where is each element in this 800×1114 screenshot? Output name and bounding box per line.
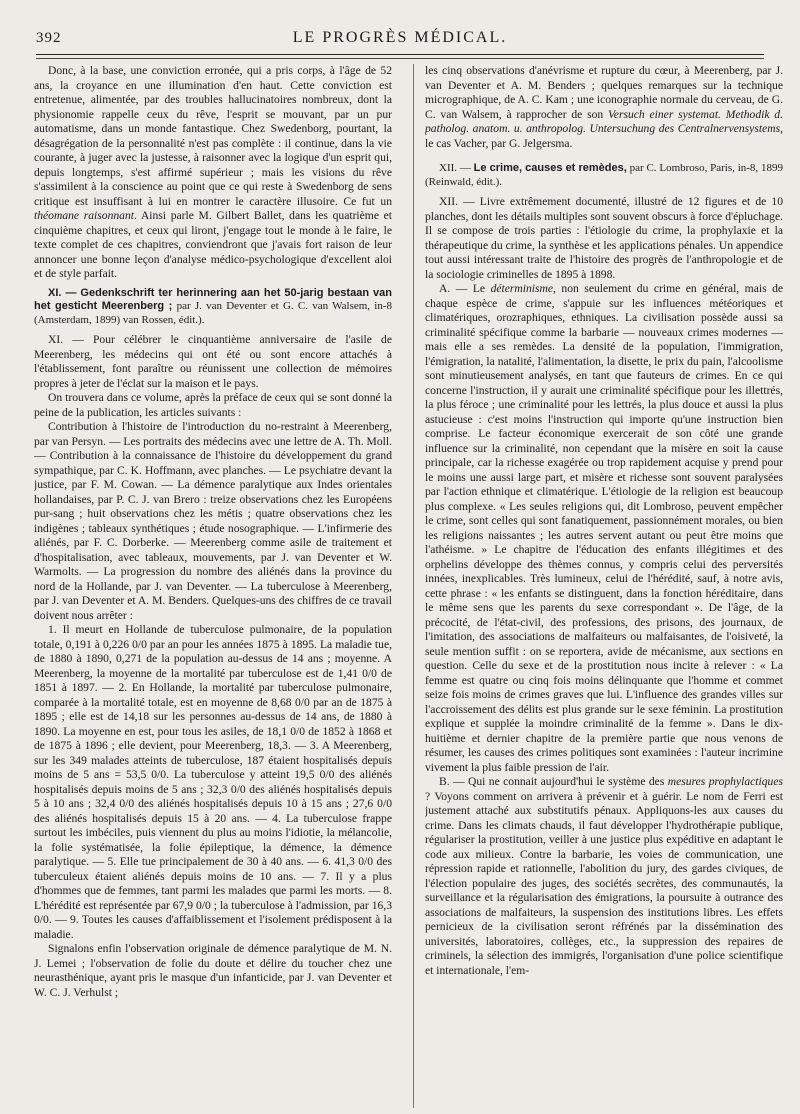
paragraph: XI. — Pour célébrer le cinquantième anniversaire de l'asile de Meerenberg, les médecins qui ont été ou sont encore attachés à l'établissement, font paraître ou réunissent une collection de mémoires propres à jeter de l'éclat sur la maison et le pays. [34, 333, 392, 390]
paragraph: On trouvera dans ce volume, après la préface de ceux qui se sont donné la peine de la publication, les articles suivants : [34, 391, 392, 419]
paragraph: Donc, à la base, une conviction erronée, qui a pris corps, à l'âge de 52 ans, la croyance en une illumination d'en haut. Cette conviction est entretenue, alimentée, par des troubles hallucinatoires nombreux, dont la physionomie rappelle ceux du rêve, l'esprit se mouvant, par un pur automatisme, dans un monde fantastique. Chez Swedenborg, pourtant, la désagrégation de la personnalité n'est pas complète : il continue, dans la vie courante, à juger avec la justesse, à raisonner avec la logique d'un esprit qui, depuis longtemps, s'est affirmé supérieur ; mais les visions du rêve s'assimilent à la conscience au point que ce qui reste à Swedenborg de sens critique est insuffisant à lui en montrer le caractère illusoire. Ce fut un théomane raisonnant. Ainsi parle M. Gilbert Ballet, dans les quatrième et cinquième chapitres, et ceux qui liront, j'engage tout le monde à le faire, le texte complet de ces chapitres, conviendront que j'avais fort raison de leur annoncer une bonne leçon d'analyse médico-psychologique d'excellent aloi et de style parfait. [34, 64, 392, 280]
header-rule [36, 54, 764, 55]
section-heading-xii: XII. — Le crime, causes et remèdes, par C. Lombroso, Paris, in-8, 1899 (Reinwald, édit.). [425, 162, 783, 188]
column-divider [413, 64, 414, 1108]
page-number: 392 [36, 30, 62, 46]
page-header [36, 28, 764, 56]
paragraph: Contribution à l'histoire de l'introduction du no-restraint à Meerenberg, par van Persyn. — Les portraits des médecins avec une lettre de A. Th. Moll. — Contribution à la connaissance de l'histoire du développement du grand sympathique, par C. K. Hoffmann, avec planches. — Le psychiatre devant la justice, par F. M. Cowan. — La démence paralytique aux Indes orientales hollandaises, par P. C. J. van Brero : treize observations chez les Européens pur-sang ; huit observations chez les métis ; quatre observations chez les indigènes ; tableaux synthétiques ; étude nosographique. — L'infirmerie des aliénés, par F. C. Dorberke. — Meerenberg comme asile de traitement et d'hospitalisation, avec tableaux, mouvements, par J. van Deventer et W. Warmolts. — La progression du nombre des aliénés dans la province du nord de la Hollande, par J. van Deventer. — La tuberculose à Meerenberg, par J. van Deventer et A. M. Benders. Quelques-uns des chiffres de ce travail doivent nous arrêter : [34, 420, 392, 622]
section-heading-xi: XI. — Gedenkschrift ter herinnering aan het 50-jarig bestaan van het gesticht Meerenberg ; par J. van Deventer et G. C. van Walsem, in-8 (Amsterdam, 1899) van Rossen, édit.). [34, 286, 392, 326]
paragraph: A. — Le déterminisme, non seulement du crime en général, mais de chaque espèce de crime, s'appuie sur les influences météoriques et climatériques, orozraphiques, ethniques. La civilisation possède aussi sa criminalité spécifique comme la barbarie — nouveaux crimes modernes — mais elle a ses remèdes. La densité de la population, l'immigration, l'émigration, la natalité, l'alimentation, la disette, le prix du pain, l'alcoolisme sont minutieusement analysés, en tant que fauteurs de crimes. En ce qui concerne l'instruction, il y aurait une criminalité spécifique pour les illettrés, la plus féroce ; une criminalité pour les lettrés, la plus douce et aussi la plus astucieuse : c'est moins l'instruction qui importe qu'une instruction bien comprise. Le facteur économique exercerait de son côté une grande influence sur la criminalité, non cependant que la misère en soit la cause principale, car la richesse exagérée ou trop rapidement acquise y prend pour le moins une aussi large part, et misère et richesse sont souvent paralysées par l'action ethnique et climatérique. L'étiologie de la religion est beaucoup plus complexe. « Les seules religions qui, dit Lombroso, peuvent empêcher le crime, sont celles qui sont fanatiquement, passionnément morales, ou bien les religions naissantes ; les autres servent autant ou peut être moins que l'athéisme. » Le chapitre de l'éducation des enfants illégitimes et des orphelins développe des thèmes connus, y compris celui des perversités innées, inexplicables. Très lumineux, celui de l'hérédité, sauf, à notre avis, cette phrase : « les enfants se distinguent, dans la fonction héréditaire, dans le même sens que les parents du sexe correspondant ». De l'âge, de la précocité, de l'état-civil, des professions, des prisons, des journaux, de l'imitation, des associations de malfaiteurs ou malfaisantes, de l'oisiveté, la seule mention suffit : on se reportera, avide de mécanisme, aux sections en question. Celle du sexe et de la prostitution nous incite à relever : « La femme est quatre ou cinq fois moins délinquante que l'homme et commet seize fois moins de crimes graves que lui. L'influence des grandes villes sur l'accroissement des délits est plus grande sur le sexe féminin. La prostitution explique et supplée la moindre criminalité de la femme ». Dans le dix-huitième et dernier chapitre de la première partie que nous venons de résumer, les causes des crimes politiques sont examinées : l'auteur incrimine vivement la plus faible pression de l'air. [425, 282, 783, 774]
paragraph: les cinq observations d'anévrisme et rupture du cœur, à Meerenberg, par J. van Deventer et A. M. Benders ; quelques remarques sur la technique micrographique, de A. C. Kam ; une iconographie normale du cerveau, de G. C. van Walsem, à rapprocher de son Versuch einer systemat. Methodik d. patholog. anatom. u. anthropolog. Untersuchung des Centralnervensystems, le cas Vacher, par G. Jelgersma. [425, 64, 783, 150]
left-column [34, 64, 392, 1108]
paragraph: Signalons enfin l'observation originale de démence paralytique de M. N. J. Lemei ; l'observation de folie du doute et délire du toucher chez une neurasthénique, ayant pris le masque d'un infanticide, par J. van Deventer et W. C. J. Verhulst ; [34, 942, 392, 999]
header-rule-thin [36, 58, 764, 59]
paragraph: XII. — Livre extrêmement documenté, illustré de 12 figures et de 10 planches, dont les détails multiples sont souvent obscurs à force d'épluchage. Il se compose de trois parties : l'étiologie du crime, la prophylaxie et la thérapeutique du crime, la synthèse et les applications pénales. Un appendice tout aussi intéressant traite de l'histoire des progrès de l'anthropologie et de la sociologie criminelles de 1895 à 1898. [425, 195, 783, 281]
right-column [425, 64, 783, 1108]
paragraph: B. — Qui ne connait aujourd'hui le système des mesures prophylactiques ? Voyons comment on arrivera à prévenir et à guérir. Le nom de Ferri est justement attaché aux substitutifs pénaux. Appliquons-les aux causes du crime. Dans les climats chauds, il faut développer l'hydrothérapie publique, régulariser la prostitution, veiller à une justice plus expéditive en adaptant le code aux milieux. Contre la barbarie, les voies de communication, une répression rapide et rationnelle, l'abolition du jury, des gardes civiques, de l'élection populaire des juges, des sociétés secrètes, des communautés, la surveillance et la régularisation des émigrations, la poursuite à outrance des associations de malfaiteurs, la suspension des institutions libres. Les effets pernicieux de la civilisation seront réfrénés par la dissémination des universités, laboratoires, collèges, etc., la suppression des repaires de criminels, la sélection des immigrés, l'organisation d'une police scientifique et internationale, l'em- [425, 775, 783, 977]
running-title: LE PROGRÈS MÉDICAL. [292, 29, 508, 46]
paragraph: 1. Il meurt en Hollande de tuberculose pulmonaire, de la population totale, 0,191 à 0,226 0/0 par an pour les années 1875 à 1895. La maladie tue, de 1880 à 1890, 0,271 de la population au-dessus de 14 ans ; moyenne. A Meerenberg, la moyenne de la mortalité par tuberculose est de 1,41 0/0 de 1851 à 1897. — 2. En Hollande, la mortalité par tuberculose pulmonaire, comparée à la mortalité totale, est en moyenne de 8,68 0/0 par an de 1875 à 1895 ; elle est de 14,18 sur les personnes au-dessus de 14 ans, de 1880 à 1890. La moyenne en est, pour tous les asiles, de 18,1 0/0 de 1852 à 1868 et de 1875 à 1896 ; elle devient, pour Meerenberg, 18,3. — 3. A Meerenberg, sur les 349 malades atteints de tuberculose, 187 étaient hospitalisés depuis moins de 5 ans = 53,5 0/0. La tuberculose y atteint 19,5 0/0 des aliénés hospitalisés depuis moins de 5 ans ; 32,3 0/0 des aliénés hospitalisés depuis 5 à 10 ans ; 32,4 0/0 des aliénés hospitalisés depuis 10 à 15 ans ; 27,6 0/0 des aliénés hospitalisés depuis 15 à 20 ans. — 4. La tuberculose frappe surtout les imbéciles, puis viennent du plus au moins l'idiotie, la mélancolie, la folie systématisée, la folie épileptique, la démence, la démence paralytique. — 5. Elle tue principalement de 30 à 40 ans. — 6. 41,3 0/0 des tuberculeux étaient aliénés depuis moins de 10 ans. — 7. Il y a plus d'hommes que de femmes, tant parmi les malades que parmi les morts. — 8. L'hérédité est représentée par 67,9 0/0 ; la tuberculose à l'admission, par 16,3 0/0. — 9. Toutes les causes d'affaiblissement et l'isolement prédisposent à la maladie. [34, 623, 392, 941]
